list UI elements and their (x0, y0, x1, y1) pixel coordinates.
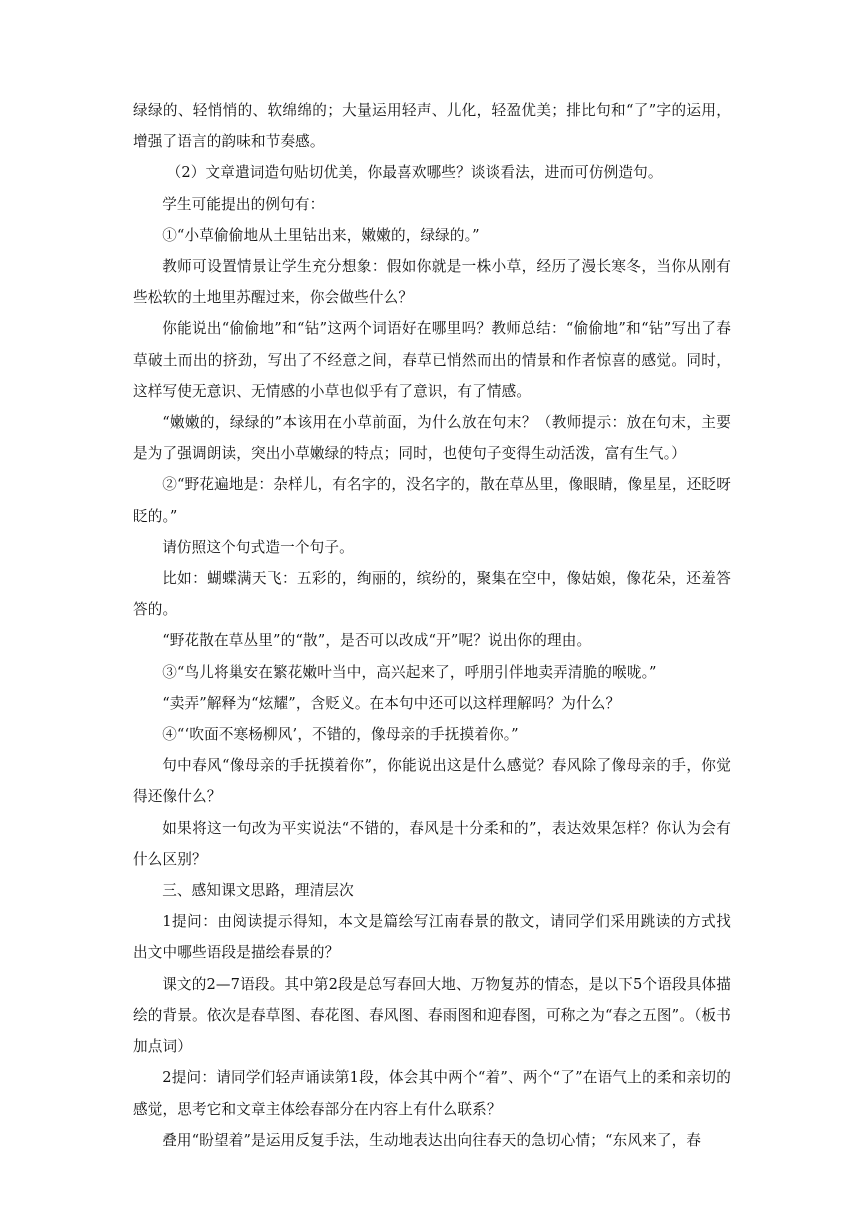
section-heading-3: 三、感知课文思路，理清层次 (162, 882, 354, 900)
paragraph-word-meaning: “卖弄”解释为“炫耀”，含贬义。在本句中还可以这样理解吗？为什么？ (162, 694, 621, 712)
paragraph-word-order: “嫩嫩的，绿绿的”本该用在小草前面，为什么放在句末？（教师提示：放在句末，主要是为了强调朗读，突出小草嫩绿的特点；同时，也使句子变得生动活泼，富有生气。） (133, 414, 731, 463)
paragraph-teacher-scenario: 教师可设置情景让学生充分想象：假如你就是一株小草，经历了漫长寒冬，当你从刚有些松软的土地里苏醒过来，你会做些什么？ (133, 258, 731, 307)
paragraph-answer-1: 课文的2—7语段。其中第2段是总写春回大地、万物复苏的情态，是以下5个语段具体描绘的背景。依次是春草图、春花图、春风图、春雨图和迎春图，可称之为“春之五图”。（板书加点词） (133, 975, 731, 1056)
paragraph-imitation-example: 比如：蝴蝶满天飞：五彩的，绚丽的，缤纷的，聚集在空中，像姑娘，像花朵，还羞答答的。 (133, 570, 731, 619)
paragraph-continuation: 绿绿的、轻悄悄的、软绵绵的；大量运用轻声、儿化，轻盈优美；排比句和“了”字的运用，增强了语言的韵味和节奏感。 (133, 102, 731, 151)
paragraph-word-analysis: 你能说出“偷偷地”和“钻”这两个词语好在哪里吗？教师总结：“偷偷地”和“钻”写出了春草破土而出的挤劲，写出了不经意之间，春草已悄然而出的情景和作者惊喜的感觉。同时，这样写使无意识、无情感的小草也似乎有了意识，有了情感。 (133, 320, 731, 400)
paragraph-word-choice: “野花散在草丛里”的“散”，是否可以改成“开”呢？说出你的理由。 (162, 632, 592, 650)
paragraph-feeling-question: 句中春风“像母亲的手抚摸着你”，你能说出这是什么感觉？春风除了像母亲的手，你觉得还像什么？ (133, 757, 731, 806)
paragraph-imitation-task: 请仿照这个句式造一个句子。 (162, 538, 354, 556)
paragraph-answer-2: 叠用“盼望着”是运用反复手法，生动地表达出向往春天的急切心情；“东风来了，春 (162, 1131, 702, 1149)
paragraph-example-intro: 学生可能提出的例句有： (162, 195, 325, 213)
paragraph-question-1: 1提问：由阅读提示得知，本文是篇绘写江南春景的散文，请同学们采用跳读的方式找出文中哪些语段是描绘春景的？ (133, 913, 731, 962)
paragraph-example-4: ④“‘吹面不寒杨柳风’，不错的，像母亲的手抚摸着你。” (162, 726, 519, 744)
paragraph-example-1: ①“小草偷偷地从土里钻出来，嫩嫩的，绿绿的。” (162, 226, 480, 244)
paragraph-question-2b: 2提问：请同学们轻声诵读第1段，体会其中两个“着”、两个“了”在语气上的柔和亲切的感觉，思考它和文章主体绘春部分在内容上有什么联系？ (133, 1069, 731, 1118)
paragraph-question-2: （2）文章遣词造句贴切优美，你最喜欢哪些？谈谈看法，进而可仿例造句。 (166, 164, 663, 182)
paragraph-example-2: ②“野花遍地是：杂样儿，有名字的，没名字的，散在草丛里，像眼睛，像星星，还眨呀眨的。” (133, 476, 731, 525)
paragraph-comparison-question: 如果将这一句改为平实说法“不错的，春风是十分柔和的”，表达效果怎样？你认为会有什么区别？ (133, 819, 731, 868)
paragraph-example-3: ③“鸟儿将巢安在繁花嫩叶当中，高兴起来了，呼朋引伴地卖弄清脆的喉咙。” (162, 663, 657, 681)
document-body (133, 95, 731, 1156)
